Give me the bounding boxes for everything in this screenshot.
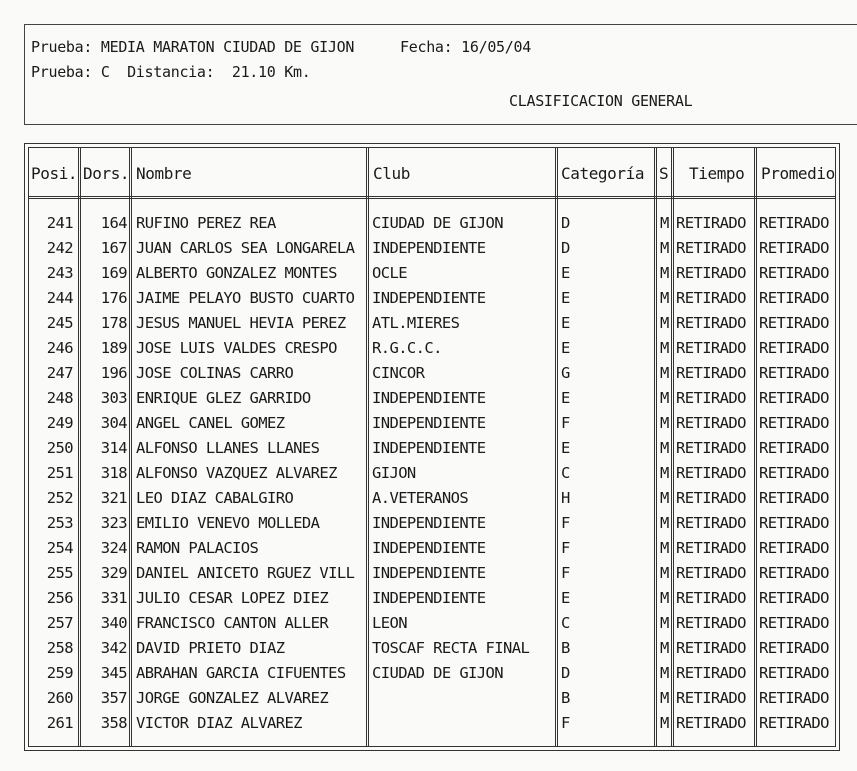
row-promedio: RETIRADO — [759, 214, 829, 232]
table-row — [25, 437, 839, 462]
row-dors: 323 — [100, 514, 127, 532]
row-sexo: M — [660, 539, 669, 557]
row-sexo: M — [660, 664, 669, 682]
row-dors: 324 — [100, 539, 127, 557]
table-row — [25, 287, 839, 312]
table-row — [25, 412, 839, 437]
row-club: INDEPENDIENTE — [372, 564, 486, 582]
col-header-promedio: Promedio — [761, 164, 835, 183]
row-tiempo: RETIRADO — [676, 389, 746, 407]
row-tiempo: RETIRADO — [676, 339, 746, 357]
table-row — [25, 387, 839, 412]
row-nombre: JORGE GONZALEZ ALVAREZ — [136, 689, 329, 707]
row-nombre: EMILIO VENEVO MOLLEDA — [136, 514, 320, 532]
row-club: INDEPENDIENTE — [372, 389, 486, 407]
table-row — [25, 662, 839, 687]
row-nombre: JUAN CARLOS SEA LONGARELA — [136, 239, 355, 257]
row-categoria: E — [561, 389, 570, 407]
row-dors: 303 — [100, 389, 127, 407]
row-dors: 331 — [100, 589, 127, 607]
row-sexo: M — [660, 414, 669, 432]
row-dors: 167 — [100, 239, 127, 257]
row-tiempo: RETIRADO — [676, 614, 746, 632]
report-title: CLASIFICACION GENERAL — [509, 92, 693, 110]
table-row — [25, 537, 839, 562]
row-promedio: RETIRADO — [759, 489, 829, 507]
row-nombre: RAMON PALACIOS — [136, 539, 259, 557]
row-dors: 321 — [100, 489, 127, 507]
row-club: INDEPENDIENTE — [372, 539, 486, 557]
row-club: INDEPENDIENTE — [372, 289, 486, 307]
row-dors: 314 — [100, 439, 127, 457]
row-categoria: G — [561, 364, 570, 382]
row-dors: 318 — [100, 464, 127, 482]
fecha-label: Fecha: — [400, 38, 453, 56]
row-sexo: M — [660, 389, 669, 407]
prueba-code: C — [100, 63, 110, 81]
row-club: GIJON — [372, 464, 416, 482]
col-header-nombre: Nombre — [136, 164, 192, 183]
row-dors: 176 — [100, 289, 127, 307]
row-tiempo: RETIRADO — [676, 714, 746, 732]
row-promedio: RETIRADO — [759, 414, 829, 432]
table-row — [25, 487, 839, 512]
table-row — [25, 562, 839, 587]
row-posi: 259 — [46, 664, 73, 682]
table-row — [25, 312, 839, 337]
distancia-value: 21.10 Km. — [231, 63, 311, 81]
row-nombre: ABRAHAN GARCIA CIFUENTES — [136, 664, 346, 682]
col-header-sexo: S — [659, 164, 669, 183]
row-nombre: VICTOR DIAZ ALVAREZ — [136, 714, 302, 732]
row-promedio: RETIRADO — [759, 389, 829, 407]
row-club: INDEPENDIENTE — [372, 239, 486, 257]
row-tiempo: RETIRADO — [676, 564, 746, 582]
row-tiempo: RETIRADO — [676, 239, 746, 257]
row-sexo: M — [660, 214, 669, 232]
table-row — [25, 637, 839, 662]
row-posi: 245 — [46, 314, 73, 332]
row-tiempo: RETIRADO — [676, 314, 746, 332]
table-body — [25, 212, 839, 737]
row-dors: 169 — [100, 264, 127, 282]
row-tiempo: RETIRADO — [676, 514, 746, 532]
row-promedio: RETIRADO — [759, 689, 829, 707]
row-categoria: F — [561, 414, 570, 432]
row-dors: 342 — [100, 639, 127, 657]
row-promedio: RETIRADO — [759, 589, 829, 607]
prueba-name: MEDIA MARATON CIUDAD DE GIJON — [100, 38, 355, 56]
row-club: ATL.MIERES — [372, 314, 460, 332]
row-club: R.G.C.C. — [372, 339, 442, 357]
row-tiempo: RETIRADO — [676, 639, 746, 657]
table-row — [25, 612, 839, 637]
header-line-1 — [31, 38, 354, 56]
row-tiempo: RETIRADO — [676, 589, 746, 607]
row-categoria: C — [561, 614, 570, 632]
row-nombre: DANIEL ANICETO RGUEZ VILL — [136, 564, 355, 582]
row-tiempo: RETIRADO — [676, 664, 746, 682]
row-promedio: RETIRADO — [759, 364, 829, 382]
row-categoria: D — [561, 214, 570, 232]
row-sexo: M — [660, 489, 669, 507]
row-posi: 261 — [46, 714, 73, 732]
row-promedio: RETIRADO — [759, 564, 829, 582]
row-nombre: ALBERTO GONZALEZ MONTES — [136, 264, 337, 282]
row-posi: 251 — [46, 464, 73, 482]
row-club: INDEPENDIENTE — [372, 439, 486, 457]
row-posi: 252 — [46, 489, 73, 507]
row-club: CIUDAD DE GIJON — [372, 214, 503, 232]
row-nombre: ALFONSO LLANES LLANES — [136, 439, 320, 457]
row-promedio: RETIRADO — [759, 439, 829, 457]
results-table — [24, 143, 840, 751]
header-box — [24, 24, 857, 125]
col-header-posi: Posi. — [31, 164, 78, 183]
row-tiempo: RETIRADO — [676, 439, 746, 457]
table-row — [25, 687, 839, 712]
row-posi: 242 — [46, 239, 73, 257]
row-club: INDEPENDIENTE — [372, 589, 486, 607]
row-nombre: JOSE COLINAS CARRO — [136, 364, 294, 382]
row-dors: 196 — [100, 364, 127, 382]
row-promedio: RETIRADO — [759, 614, 829, 632]
row-sexo: M — [660, 339, 669, 357]
row-promedio: RETIRADO — [759, 664, 829, 682]
table-row — [25, 237, 839, 262]
table-row — [25, 337, 839, 362]
row-posi: 241 — [46, 214, 73, 232]
row-posi: 244 — [46, 289, 73, 307]
row-club: A.VETERANOS — [372, 489, 469, 507]
table-row — [25, 212, 839, 237]
col-header-categoria: Categoría — [561, 164, 645, 183]
row-dors: 178 — [100, 314, 127, 332]
row-club: INDEPENDIENTE — [372, 414, 486, 432]
row-dors: 304 — [100, 414, 127, 432]
row-nombre: FRANCISCO CANTON ALLER — [136, 614, 329, 632]
row-categoria: E — [561, 589, 570, 607]
row-posi: 255 — [46, 564, 73, 582]
row-posi: 256 — [46, 589, 73, 607]
row-categoria: B — [561, 689, 570, 707]
row-sexo: M — [660, 514, 669, 532]
row-dors: 357 — [100, 689, 127, 707]
table-row — [25, 587, 839, 612]
row-posi: 247 — [46, 364, 73, 382]
prueba-label: Prueba: — [31, 38, 93, 56]
row-promedio: RETIRADO — [759, 239, 829, 257]
row-club: CINCOR — [372, 364, 425, 382]
row-posi: 246 — [46, 339, 73, 357]
row-categoria: H — [561, 489, 570, 507]
row-sexo: M — [660, 314, 669, 332]
row-sexo: M — [660, 614, 669, 632]
row-posi: 249 — [46, 414, 73, 432]
row-sexo: M — [660, 689, 669, 707]
row-dors: 189 — [100, 339, 127, 357]
row-nombre: ALFONSO VAZQUEZ ALVAREZ — [136, 464, 337, 482]
col-header-club: Club — [373, 164, 410, 183]
row-promedio: RETIRADO — [759, 464, 829, 482]
row-categoria: E — [561, 314, 570, 332]
row-tiempo: RETIRADO — [676, 464, 746, 482]
row-categoria: E — [561, 264, 570, 282]
row-nombre: ENRIQUE GLEZ GARRIDO — [136, 389, 311, 407]
row-posi: 254 — [46, 539, 73, 557]
row-posi: 260 — [46, 689, 73, 707]
row-nombre: LEO DIAZ CABALGIRO — [136, 489, 294, 507]
row-club: LEON — [372, 614, 407, 632]
row-posi: 243 — [46, 264, 73, 282]
distancia-label: Distancia: — [127, 63, 215, 81]
row-categoria: C — [561, 464, 570, 482]
row-tiempo: RETIRADO — [676, 264, 746, 282]
row-sexo: M — [660, 589, 669, 607]
row-posi: 250 — [46, 439, 73, 457]
row-posi: 253 — [46, 514, 73, 532]
row-sexo: M — [660, 564, 669, 582]
row-sexo: M — [660, 289, 669, 307]
row-dors: 329 — [100, 564, 127, 582]
row-sexo: M — [660, 464, 669, 482]
row-posi: 248 — [46, 389, 73, 407]
row-sexo: M — [660, 639, 669, 657]
col-header-dors: Dors. — [83, 164, 130, 183]
row-nombre: JESUS MANUEL HEVIA PEREZ — [136, 314, 346, 332]
row-sexo: M — [660, 439, 669, 457]
row-nombre: RUFINO PEREZ REA — [136, 214, 276, 232]
row-categoria: F — [561, 564, 570, 582]
row-sexo: M — [660, 264, 669, 282]
table-row — [25, 462, 839, 487]
header-separator — [28, 196, 836, 199]
row-promedio: RETIRADO — [759, 514, 829, 532]
row-promedio: RETIRADO — [759, 339, 829, 357]
row-categoria: E — [561, 339, 570, 357]
row-tiempo: RETIRADO — [676, 539, 746, 557]
row-categoria: B — [561, 639, 570, 657]
row-promedio: RETIRADO — [759, 264, 829, 282]
row-club: TOSCAF RECTA FINAL — [372, 639, 530, 657]
row-promedio: RETIRADO — [759, 639, 829, 657]
row-tiempo: RETIRADO — [676, 214, 746, 232]
row-posi: 257 — [46, 614, 73, 632]
row-promedio: RETIRADO — [759, 539, 829, 557]
row-categoria: E — [561, 289, 570, 307]
row-dors: 358 — [100, 714, 127, 732]
row-promedio: RETIRADO — [759, 314, 829, 332]
row-dors: 164 — [100, 214, 127, 232]
table-row — [25, 362, 839, 387]
row-tiempo: RETIRADO — [676, 289, 746, 307]
row-sexo: M — [660, 364, 669, 382]
row-sexo: M — [660, 714, 669, 732]
row-categoria: D — [561, 239, 570, 257]
table-row — [25, 712, 839, 737]
row-club: OCLE — [372, 264, 407, 282]
row-dors: 345 — [100, 664, 127, 682]
row-club: CIUDAD DE GIJON — [372, 664, 503, 682]
row-nombre: JOSE LUIS VALDES CRESPO — [136, 339, 337, 357]
col-header-tiempo: Tiempo — [689, 164, 745, 183]
row-categoria: F — [561, 714, 570, 732]
row-dors: 340 — [100, 614, 127, 632]
row-club: INDEPENDIENTE — [372, 514, 486, 532]
header-line-2 — [31, 63, 310, 81]
row-tiempo: RETIRADO — [676, 414, 746, 432]
row-nombre: ANGEL CANEL GOMEZ — [136, 414, 285, 432]
row-categoria: E — [561, 439, 570, 457]
fecha — [400, 38, 531, 56]
row-nombre: JAIME PELAYO BUSTO CUARTO — [136, 289, 355, 307]
row-promedio: RETIRADO — [759, 714, 829, 732]
fecha-value: 16/05/04 — [461, 38, 531, 56]
row-categoria: F — [561, 539, 570, 557]
table-row — [25, 262, 839, 287]
row-sexo: M — [660, 239, 669, 257]
row-promedio: RETIRADO — [759, 289, 829, 307]
row-tiempo: RETIRADO — [676, 364, 746, 382]
row-tiempo: RETIRADO — [676, 689, 746, 707]
row-posi: 258 — [46, 639, 73, 657]
prueba-label-2: Prueba: — [31, 63, 93, 81]
table-row — [25, 512, 839, 537]
row-categoria: D — [561, 664, 570, 682]
row-nombre: JULIO CESAR LOPEZ DIEZ — [136, 589, 329, 607]
row-nombre: DAVID PRIETO DIAZ — [136, 639, 285, 657]
row-categoria: F — [561, 514, 570, 532]
row-tiempo: RETIRADO — [676, 489, 746, 507]
